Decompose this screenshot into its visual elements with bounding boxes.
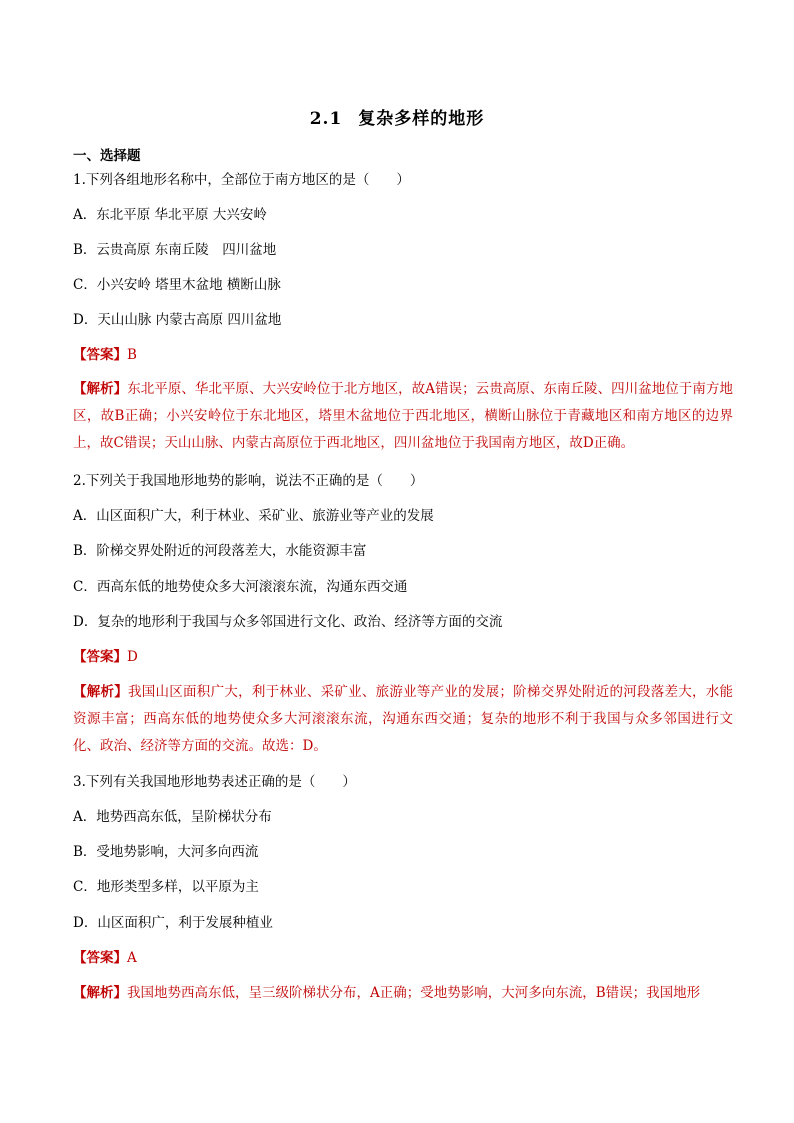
question-1-stem: 1.下列各组地形名称中，全部位于南方地区的是（ ） [73,172,410,188]
question-3-option-b: B．受地势影响，大河多向西流 [73,844,259,860]
question-2-option-b: B．阶梯交界处附近的河段落差大，水能资源丰富 [73,543,367,559]
question-2-answer [73,647,733,667]
section-heading: 一、选择题 [73,148,141,164]
question-3-answer [73,948,733,968]
answer-label: 【答案】 [73,347,127,363]
analysis-text: 我国山区面积广大，利于林业、采矿业、旅游业等产业的发展；阶梯交界处附近的河段落差大，水能资源丰富；西高东低的地势使众多大河滚滚东流，沟通东西交通；复杂的地形不利于我国与众多邻国进行文化、政治、经济等方面的交流。故选：D。 [73,684,734,754]
answer-label: 【答案】 [73,649,127,665]
analysis-text: 东北平原、华北平原、大兴安岭位于北方地区，故A错误；云贵高原、东南丘陵、四川盆地位于南方地区，故B正确；小兴安岭位于东北地区，塔里木盆地位于西北地区，横断山脉位于青藏地区和南方地区的边界上，故C错误；天山山脉、内蒙古高原位于西北地区，四川盆地位于我国南方地区，故D正确。 [73,381,733,451]
question-2-stem: 2.下列关于我国地形地势的影响，说法不正确的是（ ） [73,473,424,489]
answer-value: D [127,649,138,665]
analysis-label: 【解析】 [73,381,128,397]
question-2-analysis [73,679,733,760]
question-1-option-c: C．小兴安岭 塔里木盆地 横断山脉 [73,277,281,293]
question-1-answer [73,345,733,365]
answer-value: A [127,950,137,966]
question-2-option-d: D．复杂的地形利于我国与众多邻国进行文化、政治、经济等方面的交流 [73,614,503,630]
question-3-option-c: C．地形类型多样，以平原为主 [73,879,259,895]
answer-value: B [127,347,137,363]
answer-label: 【答案】 [73,950,127,966]
question-3-stem: 3.下列有关我国地形地势表述正确的是（ ） [73,774,356,790]
analysis-label: 【解析】 [73,985,127,1001]
question-2-option-a: A．山区面积广大，利于林业、采矿业、旅游业等产业的发展 [73,508,434,524]
title-number: 2.1 [309,109,343,129]
question-2-option-c: C．西高东低的地势使众多大河滚滚东流，沟通东西交通 [73,579,408,595]
question-1-analysis [73,376,733,457]
question-3-analysis [73,980,733,1007]
analysis-label: 【解析】 [73,684,129,700]
title-text: 复杂多样的地形 [358,109,485,129]
question-3-option-d: D．山区面积广，利于发展种植业 [73,915,273,931]
question-1-option-d: D．天山山脉 内蒙古高原 四川盆地 [73,312,282,328]
analysis-text: 我国地势西高东低，呈三级阶梯状分布，A正确；受地势影响，大河多向东流，B错误；我国地形 [127,985,701,1001]
question-1-option-a: A．东北平原 华北平原 大兴安岭 [73,207,267,223]
question-1-option-b: B．云贵高原 东南丘陵 四川盆地 [73,242,277,258]
page-title [0,104,794,129]
question-3-option-a: A．地势西高东低，呈阶梯状分布 [73,809,272,825]
